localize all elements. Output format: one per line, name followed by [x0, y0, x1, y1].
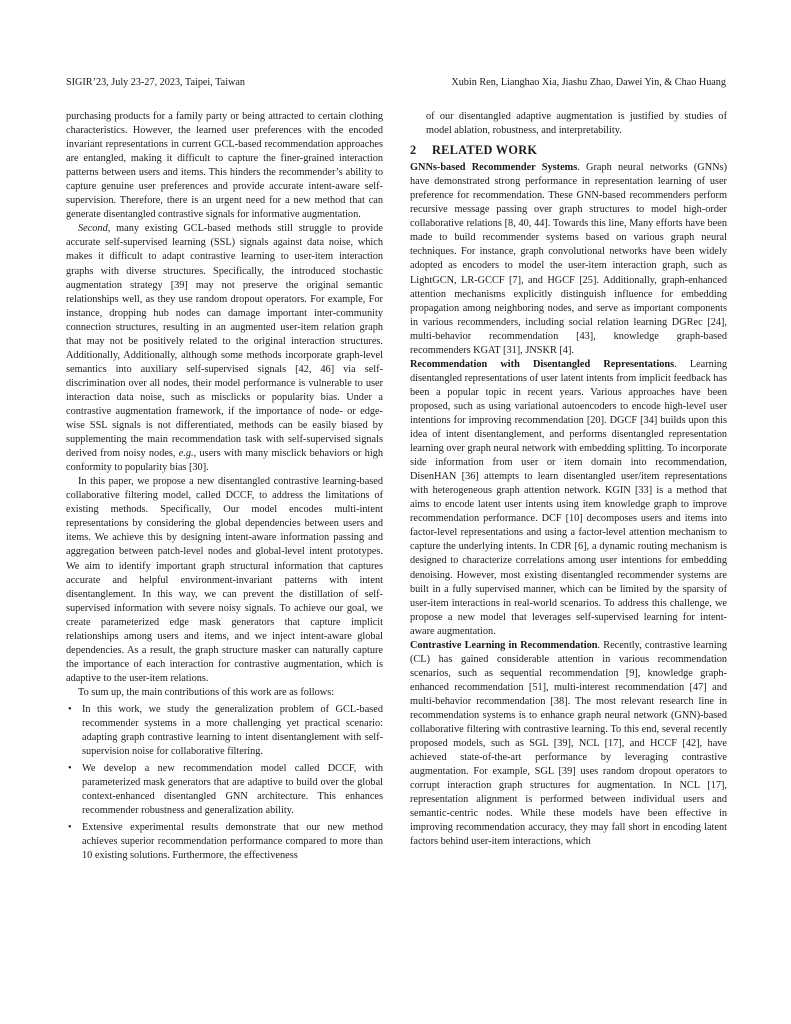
- eg-abbrev: e.g.: [178, 448, 194, 460]
- paragraph-body: . Graph neural networks (GNNs) have demonstrated strong performance in representation learning of user preference for recommendation. These GNN-based recommenders perform recursive message passing over graph structures to model high-order collaborative relations [8, 40, 44]. Towards this line, Many efforts have been made to build recommender systems based on various graph neural techniques. For instance, graph convolutional networks have been widely adopted as encoders to model the user-item interaction graph, such as LightGCN, LR-GCCF [7], and HGCF [25]. Additionally, graph-enhanced attention mechanisms explicitly distinguish influence for embedding propagation among neighboring nodes, and serve as important components in various recommenders, including social relation learning DGRec [24], multi-behavior recommendation [43], knowledge graph-based recommenders KGAT [31], JNSKR [4].: [410, 162, 727, 356]
- run-in-heading: Recommendation with Disentangled Representations: [410, 358, 675, 370]
- list-item-continuation: of our disentangled adaptive augmentation is justified by studies of model ablation, robustness, and interpretability.: [426, 111, 727, 137]
- paragraph-gnn: [410, 161, 727, 358]
- paragraph-disentangled: [410, 358, 727, 639]
- list-item: [66, 821, 383, 863]
- list-item: [66, 762, 383, 818]
- paragraph-body: many existing GCL-based methods still struggle to provide accurate self-supervised learning (SSL) signals against data noise, which makes it difficult to adapt contrastive learning to user-item interaction graphs with diverse structures. Specifically, the introduced stochastic augmentation strategy [39] may not preserve the original semantic relationships well, as they use random dropout operators. For example, For instance, dropping hub nodes can damage important inter-community connection structures, resulting in an augmented user-item relation graph that may not be positively related to the original interaction structures. Additionally, Additionally, although some methods incorporate graph-level semantics into auxiliary self-supervised signals [42, 46] via self-discrimination over all nodes, their model performance is vulnerable to user interaction data noise, such as misclicks or popularity bias. Under a contrastive augmentation framework, if the importance of node- or edge-wise SSL signals is not differentiated, methods can be easily biased by supplementing the main recommendation task with self-supervised signals derived from noisy nodes,: [66, 223, 383, 460]
- left-column: [66, 110, 383, 863]
- list-item-text: We develop a new recommendation model called DCCF, with parameterized mask generators that are adaptive to build over the global context-enhanced disentangled GNN architecture. This enhances recommender robustness and generalization ability.: [82, 763, 383, 817]
- header-authors: Xubin Ren, Lianghao Xia, Jiashu Zhao, Dawei Yin, & Chao Huang: [451, 77, 726, 88]
- paragraph-contributions-intro: To sum up, the main contributions of this work are as follows:: [78, 686, 335, 698]
- paragraph-second: [66, 222, 383, 475]
- list-item-text: In this work, we study the generalization problem of GCL-based recommender systems in a more challenging yet practical scenario: adapting graph contrastive learning to intent disentanglement with self-supervision noise for collaborative filtering.: [82, 703, 383, 758]
- paragraph-continuation: purchasing products for a family party or being attracted to certain clothing characteristics. However, the learned user preferences with the encoded invariant representations in current GCL-based recommendation approaches are entangled, making it difficult to capture the finer-grained interaction patterns between users and items. This hinders the recommender’s ability to capture genuine user preferences and provide accurate intent-aware self-supervision. Therefore, there is an urgent need for a new method that can generate disentangled contrastive signals for informative augmentation.: [66, 111, 383, 221]
- section-title: RELATED WORK: [432, 143, 538, 158]
- bullet-mark: •: [68, 822, 72, 834]
- paragraph-contrastive: [410, 639, 727, 850]
- run-in-heading: GNNs-based Recommender Systems: [410, 162, 578, 174]
- paragraph-body: . Learning disentangled representations of user latent intents from implicit feedback has been a popular topic in recent years. Various approaches have been proposed, such as using variational autoencoders to encode high-level user intentions for improving recommendation [20]. DGCF [34] builds upon this idea of intent disentanglement, and performs disentangled representation learning over graph neural network with embedding splitting. To incorporate side information from user or item domain into recommendation, DisenHAN [36] attempts to learn disentangled user/item representations with heterogeneous graph attention network. KGIN [33] is a method that aims to encode latent user intents using item knowledge graph to improve recommendation performance. DCF [10] decomposes users and items into factor-level representations and using a factor-level attention mechanism to capture the underlying intents. In CDR [6], a dynamic routing mechanism is designed to characterize correlations among user intentions for embedding denoising. However, most existing disentangled recommender systems are built in a fully supervised manner, which can be limited by the sparsity of user-item interactions in real-world scenarios. To address this challenge, we propose a new model that leverages self-supervised learning for intent-aware augmentation.: [410, 358, 727, 637]
- section-heading: [410, 143, 727, 157]
- running-header: [66, 76, 726, 90]
- paragraph-lead: Second,: [78, 223, 111, 235]
- list-item-text: Extensive experimental results demonstrate that our new method achieves superior recommendation performance compared to more than 10 existing solutions. Furthermore, the effectiveness: [82, 822, 383, 862]
- bullet-mark: •: [68, 763, 72, 775]
- contributions-list: [66, 703, 383, 864]
- paragraph-end: , users with many misclick behaviors or high conformity to popularity bias [30].: [66, 448, 383, 474]
- paragraph-body: . Recently, contrastive learning (CL) has gained considerable attention in various recommendation scenarios, such as sequential recommendation [9], knowledge graph-enhanced recommendation [51], multi-interest recommendation [47] and multi-behavior recommendation [38]. The most relevant research line in recommendation systems is to enhance graph neural network (GNN)-based collaborative filtering with contrastive learning. To this end, several recently proposed models, such as SGL [39], NCL [17], and HCCF [42], have achieved state-of-the-art performance by leveraging contrastive augmentation. For example, SGL [39] uses random dropout operators to corrupt interaction graph structures for augmentation. In NCL [17], representation alignment is performed between individual users and semantic-centric nodes. While these models have been effective in improving recommendation accuracy, they may fall short in encoding latent factors behind user-item interactions, which: [410, 639, 727, 848]
- section-number: 2: [410, 143, 417, 158]
- bullet-mark: •: [68, 703, 72, 715]
- list-item: [66, 703, 383, 759]
- right-column: [410, 110, 727, 849]
- paragraph-proposal: In this paper, we propose a new disentangled contrastive learning-based collaborative filtering model, called DCCF, to address the limitations of existing methods. Specifically, Our model encodes multi-intent representations by considering the global dependencies between users and items. We achieve this by designing intent-aware information passing and aggregation between patch-level nodes and global-level intent prototypes. We aim to identify important graph structural information that captures accurate and helpful environment-invariant patterns with intent disentanglement. In this way, we can prevent the distillation of self-supervised information with severe noisy signals. To achieve our goal, we create parameterized edge mask generators that capture implicit relationships among users and items, and we inject intent-aware global dependencies. As a result, the graph structure masker can naturally capture the importance of each interaction for contrastive augmentation, which is adaptive to the user-item relations.: [66, 476, 383, 684]
- header-venue: SIGIR’23, July 23-27, 2023, Taipei, Taiwan: [66, 77, 246, 88]
- run-in-heading: Contrastive Learning in Recommendation: [410, 639, 598, 651]
